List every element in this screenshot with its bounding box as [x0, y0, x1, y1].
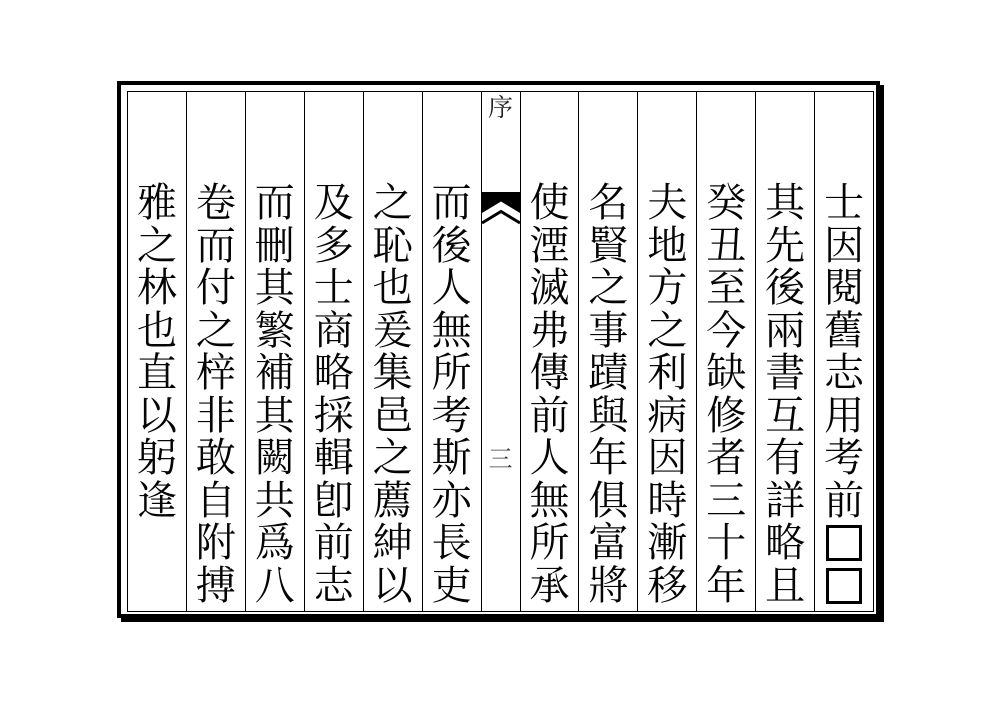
text-column — [363, 92, 422, 611]
character-cell: 士 — [313, 265, 354, 311]
character-cell: 將 — [588, 562, 629, 608]
character-cell: 移 — [647, 562, 688, 608]
character-cell: 雅 — [136, 180, 177, 226]
character-cell: 卽 — [313, 477, 354, 523]
character-cell: 詳 — [765, 477, 806, 523]
character-cell: 之 — [195, 307, 236, 353]
character-cell: 之 — [372, 180, 413, 226]
character-cell: 利 — [647, 350, 688, 396]
character-cell: 事 — [588, 307, 629, 353]
character-cell: 而 — [254, 180, 295, 226]
character-cell: 名 — [588, 180, 629, 226]
character-cell: 闕 — [254, 435, 295, 481]
character-cell: 之 — [588, 265, 629, 311]
character-cell: 其 — [254, 265, 295, 311]
character-cell: 邑 — [372, 392, 413, 438]
character-cell: 修 — [706, 392, 747, 438]
missing-character-cell — [815, 522, 873, 565]
text-column — [755, 92, 814, 611]
character-cell: 略 — [313, 350, 354, 396]
character-cell: 前 — [313, 520, 354, 566]
character-cell: 躬 — [136, 435, 177, 481]
character-cell: 癸 — [706, 180, 747, 226]
character-cell: 弗 — [529, 307, 570, 353]
character-cell: 多 — [313, 222, 354, 268]
character-cell: 使 — [529, 180, 570, 226]
character-cell: 書 — [765, 350, 806, 396]
character-cell: 至 — [706, 265, 747, 311]
character-cell: 病 — [647, 392, 688, 438]
character-cell: 自 — [195, 477, 236, 523]
character-cell: 缺 — [706, 350, 747, 396]
character-cell: 敢 — [195, 435, 236, 481]
character-cell: 漸 — [647, 520, 688, 566]
character-cell: 無 — [529, 477, 570, 523]
text-column — [128, 92, 186, 611]
section-title: 序 — [488, 95, 514, 122]
character-cell: 地 — [647, 222, 688, 268]
character-cell: 志 — [824, 350, 865, 396]
character-cell: 滅 — [529, 265, 570, 311]
character-cell: 吏 — [431, 562, 472, 608]
character-cell: 舊 — [824, 307, 865, 353]
character-cell: 梓 — [195, 350, 236, 396]
character-cell: 略 — [765, 520, 806, 566]
fishtail-icon — [482, 192, 520, 226]
character-cell: 方 — [647, 265, 688, 311]
character-cell: 且 — [765, 562, 806, 608]
character-cell: 先 — [765, 222, 806, 268]
character-cell: 傳 — [529, 350, 570, 396]
character-cell: 其 — [765, 180, 806, 226]
missing-character-box — [826, 568, 862, 604]
text-column — [637, 92, 696, 611]
character-cell: 因 — [824, 222, 865, 268]
character-cell: 附 — [195, 520, 236, 566]
character-cell: 逢 — [136, 477, 177, 523]
character-cell: 考 — [431, 392, 472, 438]
character-cell: 所 — [431, 350, 472, 396]
character-cell: 有 — [765, 435, 806, 481]
character-cell: 以 — [136, 392, 177, 438]
missing-character-box — [826, 525, 862, 561]
character-cell: 湮 — [529, 222, 570, 268]
inner-border-frame — [127, 91, 874, 612]
character-cell: 賢 — [588, 222, 629, 268]
text-column — [520, 92, 579, 611]
character-cell: 與 — [588, 392, 629, 438]
character-cell: 三 — [706, 477, 747, 523]
character-cell: 十 — [706, 520, 747, 566]
character-cell: 而 — [195, 222, 236, 268]
page-number: 三 — [488, 447, 513, 473]
character-cell: 以 — [372, 562, 413, 608]
character-cell: 後 — [765, 265, 806, 311]
character-cell: 因 — [647, 435, 688, 481]
character-cell: 非 — [195, 392, 236, 438]
character-cell: 亦 — [431, 477, 472, 523]
character-cell: 志 — [313, 562, 354, 608]
character-cell: 也 — [372, 265, 413, 311]
character-cell: 時 — [647, 477, 688, 523]
character-cell: 集 — [372, 350, 413, 396]
center-folding-column — [481, 92, 520, 611]
character-cell: 丑 — [706, 222, 747, 268]
character-cell: 年 — [588, 435, 629, 481]
character-cell: 爰 — [372, 307, 413, 353]
character-cell: 兩 — [765, 307, 806, 353]
character-cell: 薦 — [372, 477, 413, 523]
character-cell: 蹟 — [588, 350, 629, 396]
character-cell: 其 — [254, 392, 295, 438]
character-cell: 輯 — [313, 435, 354, 481]
character-cell: 今 — [706, 307, 747, 353]
character-cell: 刪 — [254, 222, 295, 268]
character-cell: 補 — [254, 350, 295, 396]
character-cell: 後 — [431, 222, 472, 268]
character-cell: 人 — [431, 265, 472, 311]
character-cell: 林 — [136, 265, 177, 311]
character-cell: 所 — [529, 520, 570, 566]
character-cell: 採 — [313, 392, 354, 438]
character-cell: 爲 — [254, 520, 295, 566]
character-cell: 承 — [529, 562, 570, 608]
character-cell: 八 — [254, 562, 295, 608]
text-column — [814, 92, 873, 611]
text-column — [186, 92, 245, 611]
character-cell: 前 — [529, 392, 570, 438]
character-cell: 富 — [588, 520, 629, 566]
character-cell: 斯 — [431, 435, 472, 481]
character-cell: 卷 — [195, 180, 236, 226]
character-cell: 及 — [313, 180, 354, 226]
text-column — [696, 92, 755, 611]
character-cell: 也 — [136, 307, 177, 353]
character-cell: 士 — [824, 180, 865, 226]
character-cell: 之 — [647, 307, 688, 353]
missing-character-cell — [815, 565, 873, 608]
character-cell: 繁 — [254, 307, 295, 353]
character-cell: 之 — [136, 222, 177, 268]
character-cell: 搏 — [195, 562, 236, 608]
character-cell: 長 — [431, 520, 472, 566]
text-column — [245, 92, 304, 611]
character-cell: 閱 — [824, 265, 865, 311]
character-cell: 無 — [431, 307, 472, 353]
character-cell: 用 — [824, 392, 865, 438]
text-column — [422, 92, 481, 611]
text-column — [304, 92, 363, 611]
character-cell: 夫 — [647, 180, 688, 226]
character-cell: 而 — [431, 180, 472, 226]
character-cell: 前 — [824, 477, 865, 523]
character-cell: 商 — [313, 307, 354, 353]
character-cell: 年 — [706, 562, 747, 608]
character-cell: 直 — [136, 350, 177, 396]
character-cell: 紳 — [372, 520, 413, 566]
character-cell: 付 — [195, 265, 236, 311]
text-column — [578, 92, 637, 611]
character-cell: 共 — [254, 477, 295, 523]
character-cell: 之 — [372, 435, 413, 481]
character-cell: 互 — [765, 392, 806, 438]
character-cell: 者 — [706, 435, 747, 481]
character-cell: 恥 — [372, 222, 413, 268]
character-cell: 俱 — [588, 477, 629, 523]
character-cell: 人 — [529, 435, 570, 481]
character-cell: 考 — [824, 435, 865, 481]
